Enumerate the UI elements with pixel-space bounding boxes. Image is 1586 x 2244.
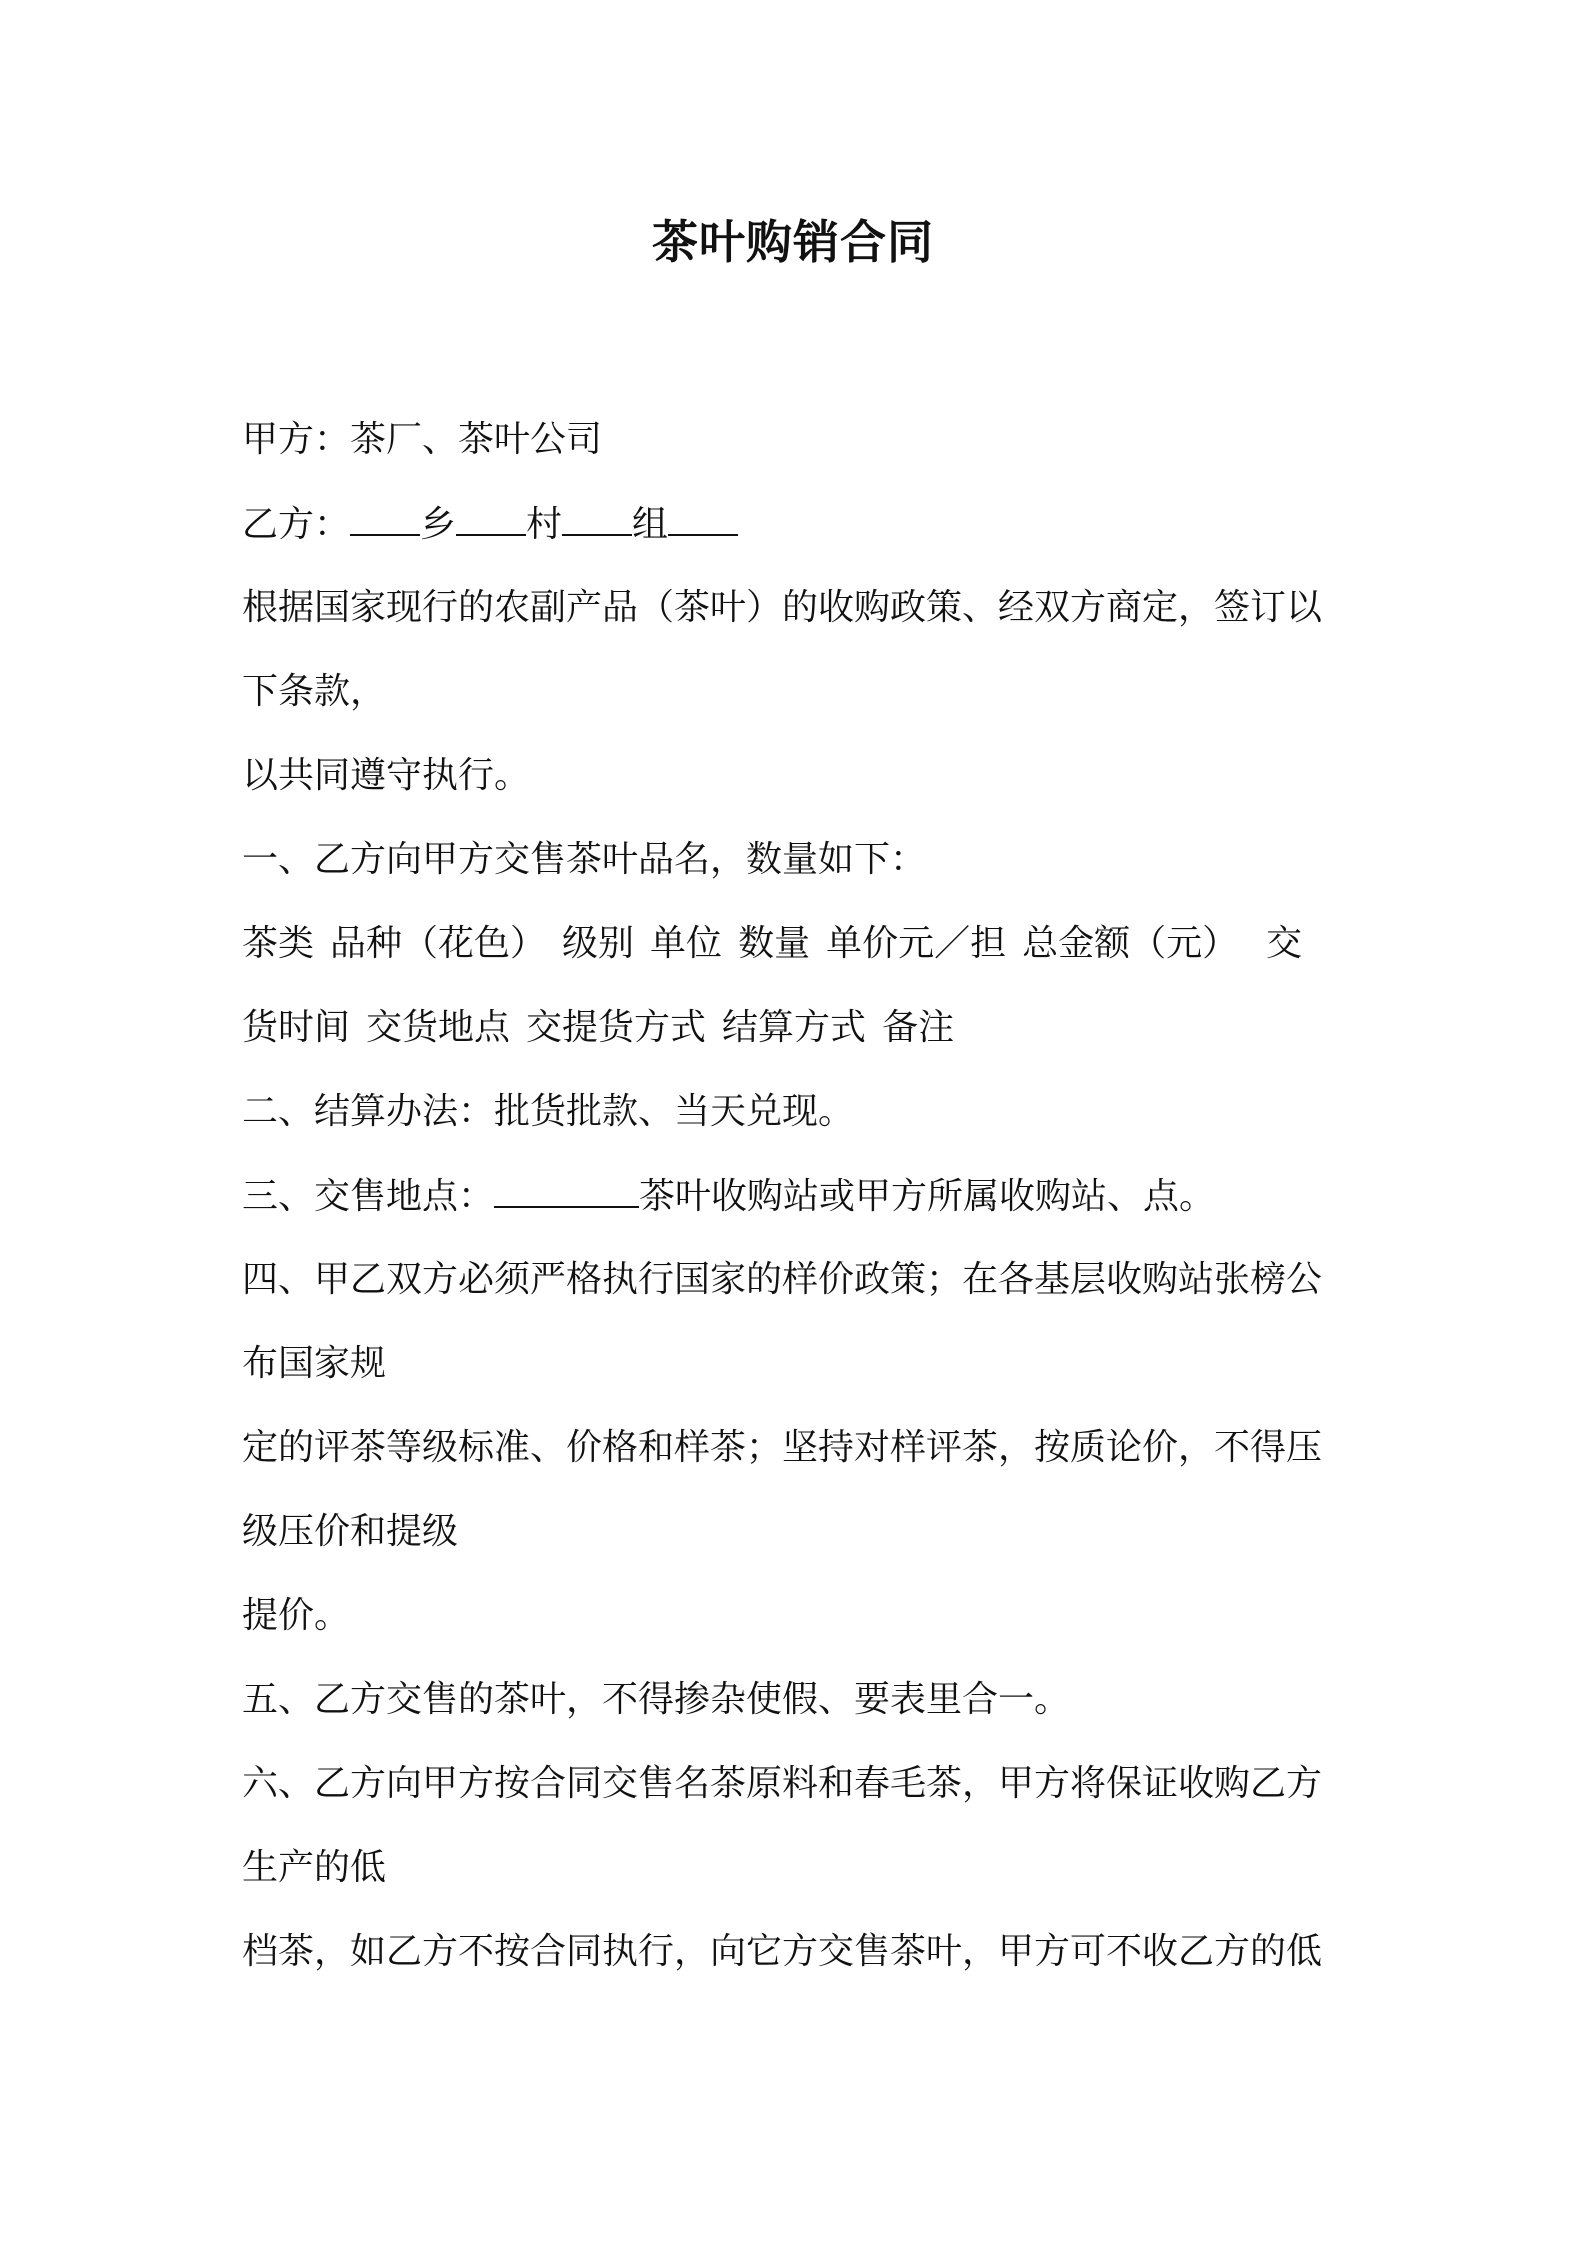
clause-1: 一、乙方向甲方交售茶叶品名，数量如下：: [242, 839, 927, 880]
header-settlement-method: 结算方式: [722, 1007, 867, 1048]
table-header-row-1: [242, 920, 1302, 968]
intro-line-1: 根据国家现行的农副产品（茶叶）的收购政策、经双方商定，签订以: [242, 587, 1323, 628]
group-label: 组: [632, 504, 669, 545]
clause-4-line-5: 提价。: [242, 1595, 351, 1636]
village-blank: [456, 500, 526, 536]
clause-4-line-1: 四、甲乙双方必须严格执行国家的样价政策；在各基层收购站张榜公: [242, 1259, 1323, 1300]
header-grade: 级别: [562, 923, 635, 964]
clause-6-line-3: 档茶，如乙方不按合同执行，向它方交售茶叶，甲方可不收乙方的低: [242, 1931, 1323, 1972]
clause-5: 五、乙方交售的茶叶，不得掺杂使假、要表里合一。: [242, 1679, 1071, 1720]
delivery-place-blank: [494, 1172, 639, 1208]
clause-4-line-4: 级压价和提级: [242, 1511, 459, 1552]
intro-line-3: 以共同遵守执行。: [242, 755, 531, 796]
header-variety: 品种（花色）: [330, 923, 547, 964]
party-a-line: 甲方：茶厂、茶叶公司: [242, 419, 603, 460]
township-blank: [350, 500, 420, 536]
clause-2: 二、结算办法：批货批款、当天兑现。: [242, 1091, 855, 1132]
group-blank: [562, 500, 632, 536]
header-unit: 单位: [650, 923, 723, 964]
clause-3-prefix: 三、交售地点：: [242, 1176, 495, 1217]
header-delivery-time-part2: 货时间: [242, 1007, 351, 1048]
header-tea-type: 茶类: [242, 923, 315, 964]
clause-4-line-3: 定的评茶等级标准、价格和样茶；坚持对样评茶，按质论价，不得压: [242, 1427, 1323, 1468]
clause-6-line-2: 生产的低: [242, 1847, 387, 1888]
township-label: 乡: [420, 504, 457, 545]
intro-line-2: 下条款，: [242, 671, 387, 712]
group-number-blank: [668, 500, 738, 536]
clause-6-line-1: 六、乙方向甲方按合同交售名茶原料和春毛茶，甲方将保证收购乙方: [242, 1763, 1323, 1804]
header-delivery-time-part1: 交: [1266, 923, 1303, 964]
village-label: 村: [526, 504, 563, 545]
header-quantity: 数量: [738, 923, 811, 964]
clause-3-suffix: 茶叶收购站或甲方所属收购站、点。: [639, 1176, 1216, 1217]
party-b-line: [242, 500, 738, 549]
party-b-prefix: 乙方：: [242, 504, 351, 545]
header-delivery-place: 交货地点: [366, 1007, 511, 1048]
header-delivery-method: 交提货方式: [526, 1007, 707, 1048]
header-unit-price: 单价元／担: [826, 923, 1007, 964]
document-title: 茶叶购销合同: [652, 215, 934, 269]
clause-3: [242, 1172, 1215, 1221]
clause-4-line-2: 布国家规: [242, 1343, 387, 1384]
header-total-amount: 总金额（元）: [1022, 923, 1239, 964]
header-remarks: 备注: [882, 1007, 955, 1048]
table-header-row-2: [242, 1004, 954, 1052]
